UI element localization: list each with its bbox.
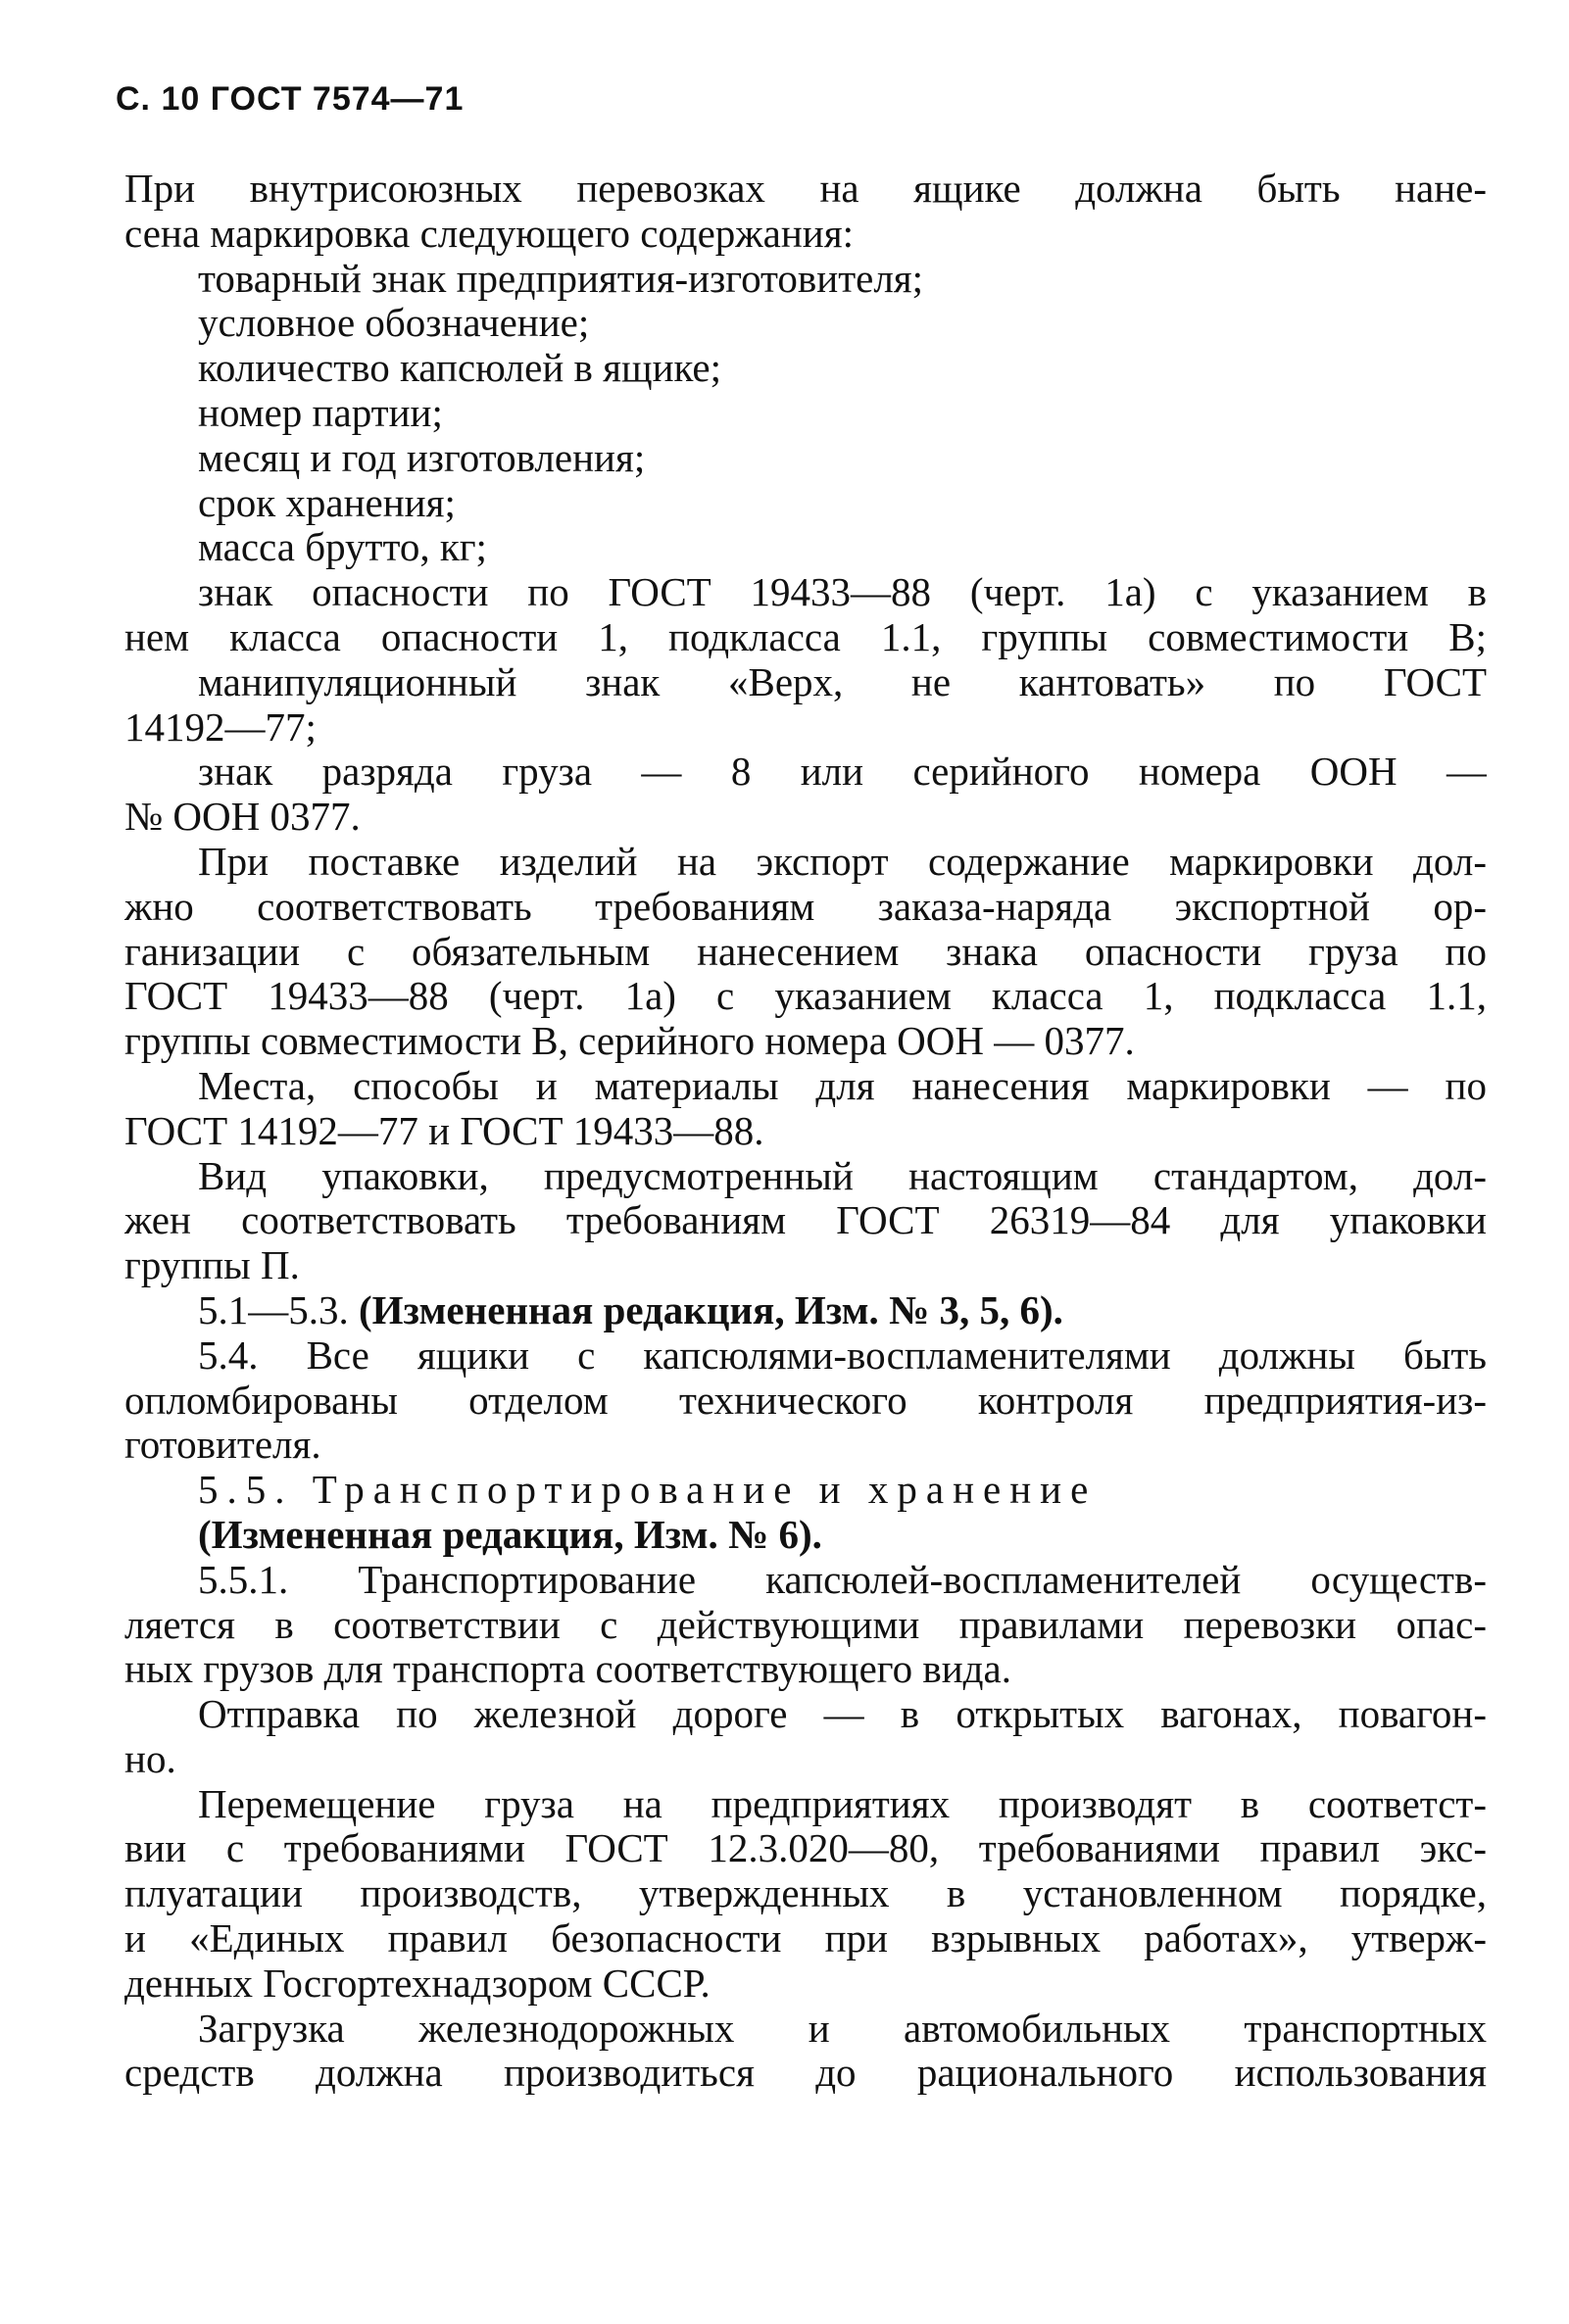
list-item: номер партии;: [198, 390, 443, 435]
text-line: но.: [124, 1736, 176, 1781]
text-line: жно соответствовать требованиям заказа-наряда экспортной ор-: [124, 884, 1487, 929]
list-item: манипуляционный знак «Верх, не кантовать» по ГОСТ: [198, 659, 1487, 704]
text-line: сена маркировка следующего содержания:: [124, 211, 854, 256]
text-line: вии с требованиями ГОСТ 12.3.020—80, требованиями правил экс-: [124, 1826, 1487, 1871]
paragraph-line: 5.4. Все ящики с капсюлями-воспламенителями должны быть: [198, 1332, 1487, 1378]
paragraph-line: Отправка по железной дороге — в открытых вагонах, повагон-: [198, 1692, 1487, 1737]
list-item: срок хранения;: [198, 480, 456, 525]
paragraph-line: Места, способы и материалы для нанесения маркировки — по: [198, 1063, 1487, 1108]
amendment-line: [124, 1288, 1487, 1333]
text-line: денных Госгортехнадзором СССР.: [124, 1961, 711, 2006]
amendment-note: (Измененная редакция, Изм. № 6).: [198, 1512, 822, 1557]
text-line: опломбированы отделом технического контроля предприятия-из-: [124, 1378, 1487, 1423]
text-line: группы совместимости В, серийного номера ООН — 0377.: [124, 1019, 1135, 1064]
text-line: средств должна производиться до рационального использования: [124, 2051, 1487, 2096]
text-line: группы П.: [124, 1243, 300, 1288]
amendment-note: (Измененная редакция, Изм. № 3, 5, 6).: [359, 1287, 1063, 1332]
section-heading: 5.5. Транспортирование и хранение: [198, 1468, 1098, 1513]
list-item: масса брутто, кг;: [198, 525, 487, 570]
list-item: условное обозначение;: [198, 301, 590, 346]
list-item: месяц и год изготовления;: [198, 435, 646, 480]
document-body: [124, 167, 1487, 2096]
page-header: С. 10 ГОСТ 7574—71: [116, 80, 465, 118]
text-line: и «Единых правил безопасности при взрывных работах», утверж-: [124, 1916, 1487, 1961]
text-line: При внутрисоюзных перевозках на ящике должна быть нане-: [124, 167, 1487, 211]
section-number: 5.1—5.3.: [198, 1287, 349, 1332]
text-line: плуатации производств, утвержденных в установленном порядке,: [124, 1871, 1487, 1916]
text-line: ГОСТ 14192—77 и ГОСТ 19433—88.: [124, 1108, 764, 1153]
paragraph-line: Перемещение груза на предприятиях производят в соответст-: [198, 1781, 1487, 1826]
text-line: ганизации с обязательным нанесением знака опасности груза по: [124, 929, 1487, 974]
list-item: знак опасности по ГОСТ 19433—88 (черт. 1а) с указанием в: [198, 570, 1487, 615]
paragraph-line: 5.5.1. Транспортирование капсюлей-воспламенителей осуществ-: [198, 1557, 1487, 1602]
text-line: ляется в соответствии с действующими правилами перевозки опас-: [124, 1602, 1487, 1647]
paragraph-line: Вид упаковки, предусмотренный настоящим стандартом, дол-: [198, 1153, 1487, 1198]
text-line: ных грузов для транспорта соответствующего вида.: [124, 1647, 1011, 1692]
text-line: № ООН 0377.: [124, 795, 361, 840]
list-item: товарный знак предприятия-изготовителя;: [198, 256, 924, 301]
text-line: нем класса опасности 1, подкласса 1.1, группы совместимости В;: [124, 614, 1487, 659]
list-item: количество капсюлей в ящике;: [198, 346, 722, 391]
text-line: готовителя.: [124, 1423, 321, 1468]
text-line: 14192—77;: [124, 704, 317, 750]
list-item: знак разряда груза — 8 или серийного номера ООН —: [198, 750, 1487, 795]
paragraph-line: При поставке изделий на экспорт содержание маркировки дол-: [198, 839, 1487, 884]
text-line: ГОСТ 19433—88 (черт. 1а) с указанием класса 1, подкласса 1.1,: [124, 974, 1487, 1019]
paragraph-line: Загрузка железнодорожных и автомобильных транспортных: [198, 2006, 1487, 2051]
text-line: жен соответствовать требованиям ГОСТ 26319—84 для упаковки: [124, 1198, 1487, 1243]
